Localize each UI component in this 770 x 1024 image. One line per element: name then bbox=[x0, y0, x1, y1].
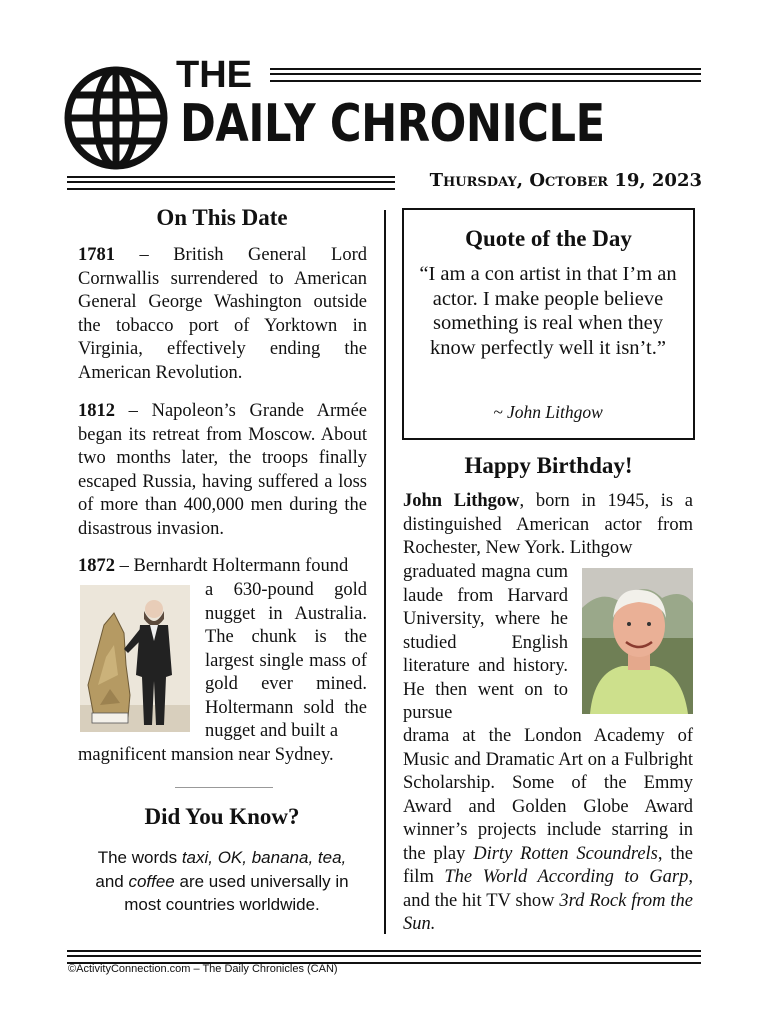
birthday-text-part: , the film bbox=[403, 843, 694, 887]
masthead-rule bbox=[270, 68, 701, 82]
birthday-text-bottom bbox=[403, 725, 693, 937]
quote-heading: Quote of the Day bbox=[465, 226, 632, 251]
history-entry-1781 bbox=[78, 244, 367, 385]
masthead-the: THE bbox=[176, 54, 252, 96]
masthead-title: DAILY CHRONICLE bbox=[180, 94, 605, 154]
globe-logo-icon bbox=[63, 65, 169, 171]
quote-author: ~ John Lithgow bbox=[493, 402, 603, 422]
fact-words: taxi, OK, banana, tea, bbox=[181, 848, 347, 867]
footer-credit: ©ActivityConnection.com – The Daily Chronicles (CAN) bbox=[68, 963, 338, 975]
history-entry-1872-end: magnificent mansion near Sydney. bbox=[78, 745, 334, 765]
work-title: Dirty Rotten Scoundrels bbox=[473, 843, 658, 864]
fact-word: coffee bbox=[128, 871, 175, 891]
fact-text: The words bbox=[97, 848, 182, 867]
holtermann-photo bbox=[80, 585, 190, 732]
work-title: The World According to Garp bbox=[444, 867, 689, 887]
entry-text: – British General Lord Cornwallis surrendered to American General George Washington outside the tobacco port of Yorktown in Virginia, effectively ending the American Revolution. bbox=[78, 245, 367, 383]
history-entry-1872-continued: a 630-pound gold nugget in Australia. The chunk is the largest single mass of gold ever mined. Holtermann sold the nugget and built a bbox=[205, 580, 367, 741]
work-title: 3rd Rock from the Sun. bbox=[403, 890, 693, 934]
entry-year: 1872 bbox=[78, 556, 115, 576]
footer-rule bbox=[67, 950, 701, 964]
birthday-name: John Lithgow bbox=[403, 491, 520, 511]
did-you-know-text bbox=[92, 846, 352, 917]
birthday-text-side: graduated magna cum laude from Harvard University, where he studied English literature and history. He then went on to pursue bbox=[403, 562, 568, 723]
fact-text: and bbox=[95, 871, 129, 891]
quote-text: “I am a con artist in that I’m an actor. I make people believe something is real when they know perfectly well it isn’t.” bbox=[419, 263, 677, 359]
column-divider bbox=[384, 210, 386, 934]
birthday-text-part: , born in 1945, is a distinguished American actor from Rochester, New York. Lithgow bbox=[403, 491, 693, 558]
fact-text: are used universally in most countries worldwide. bbox=[124, 871, 349, 914]
entry-year: 1781 bbox=[78, 245, 115, 265]
birthday-text-part: drama at the London Academy of Music and Dramatic Art on a Fulbright Scholarship. Some of the Emmy Award and Golden Globe Award winner’s projects include starring in the play bbox=[403, 726, 693, 864]
birthday-text bbox=[403, 490, 693, 561]
entry-year: 1812 bbox=[78, 401, 115, 421]
issue-date: Thursday, October 19, 2023 bbox=[429, 170, 702, 191]
did-you-know-heading: Did You Know? bbox=[144, 804, 300, 829]
section-divider bbox=[175, 787, 273, 788]
history-entry-1812 bbox=[78, 400, 367, 541]
entry-text: – Bernhardt Holtermann found bbox=[115, 556, 349, 576]
on-this-date-heading: On This Date bbox=[156, 205, 288, 230]
entry-text: – Napoleon’s Grande Armée began its retreat from Moscow. About two months later, the troops finally escaped Russia, having suffered a loss of more than 400,000 men during the disastrous invasion. bbox=[78, 401, 367, 539]
birthday-heading: Happy Birthday! bbox=[464, 453, 633, 478]
history-entry-1872 bbox=[78, 555, 367, 579]
date-rule bbox=[67, 176, 395, 190]
lithgow-photo bbox=[582, 568, 693, 714]
birthday-text-part: , and the hit TV show bbox=[403, 867, 693, 911]
